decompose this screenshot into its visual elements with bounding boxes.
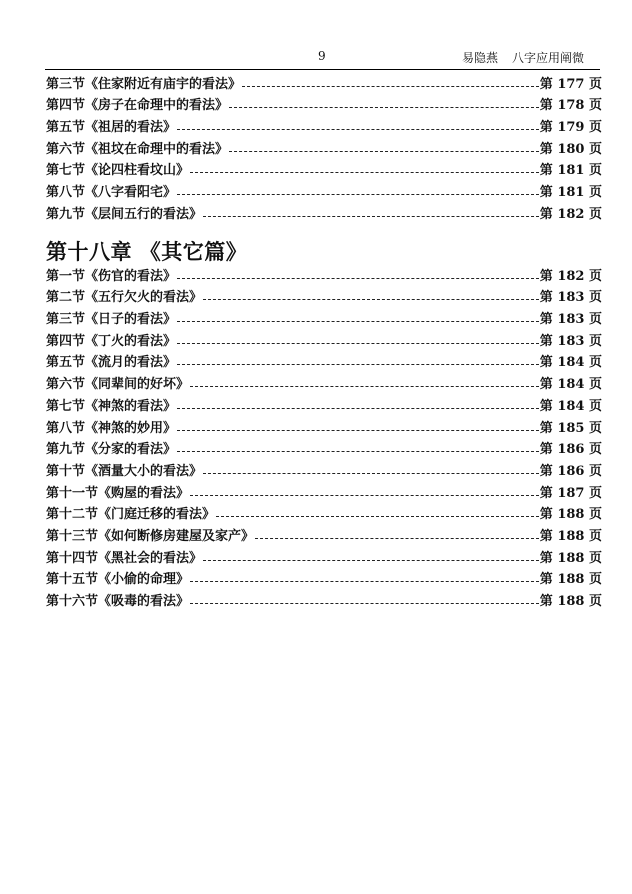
- toc-entry-page: 第 188 页: [539, 572, 602, 588]
- toc-entry[interactable]: [46, 370, 602, 392]
- toc-dot-leader: [177, 408, 539, 409]
- toc-dot-leader: [177, 321, 539, 322]
- toc-entry-title: 第十四节《黑社会的看法》: [46, 550, 203, 566]
- toc-dot-leader: [190, 172, 539, 173]
- toc-entry[interactable]: [46, 544, 602, 566]
- toc-entry-title: 第十节《酒量大小的看法》: [46, 463, 203, 479]
- toc-entry[interactable]: [46, 113, 602, 135]
- chapter-heading: 第十八章 《其它篇》: [46, 239, 248, 264]
- toc-entry[interactable]: [46, 479, 602, 501]
- toc-section-b: [46, 262, 602, 609]
- toc-entry-title: 第七节《神煞的看法》: [46, 398, 177, 414]
- toc-entry[interactable]: [46, 566, 602, 588]
- toc-entry-title: 第六节《同辈间的好坏》: [46, 377, 190, 393]
- toc-dot-leader: [203, 560, 539, 561]
- toc-dot-leader: [177, 430, 539, 431]
- toc-dot-leader: [190, 386, 539, 387]
- toc-entry-title: 第十一节《购屋的看法》: [46, 485, 190, 501]
- toc-entry[interactable]: [46, 327, 602, 349]
- toc-entry[interactable]: [46, 157, 602, 179]
- toc-entry[interactable]: [46, 305, 602, 327]
- toc-entry[interactable]: [46, 349, 602, 371]
- toc-entry[interactable]: [46, 135, 602, 157]
- toc-dot-leader: [229, 107, 539, 108]
- toc-dot-leader: [216, 516, 539, 517]
- toc-entry[interactable]: [46, 436, 602, 458]
- page-header: [0, 49, 632, 67]
- toc-entry-title: 第十五节《小偷的命理》: [46, 572, 190, 588]
- toc-entry-page: 第 181 页: [539, 185, 602, 201]
- toc-dot-leader: [190, 603, 539, 604]
- toc-entry[interactable]: [46, 587, 602, 609]
- toc-dot-leader: [203, 299, 539, 300]
- toc-entry-page: 第 182 页: [539, 206, 602, 222]
- toc-dot-leader: [203, 216, 539, 217]
- toc-entry[interactable]: [46, 200, 602, 222]
- toc-dot-leader: [177, 129, 539, 130]
- toc-entry-title: 第三节《住家附近有庙宇的看法》: [46, 76, 242, 92]
- toc-entry-page: 第 183 页: [539, 333, 602, 349]
- toc-dot-leader: [203, 473, 539, 474]
- header-page-number: 9: [318, 49, 326, 63]
- toc-dot-leader: [177, 343, 539, 344]
- toc-entry[interactable]: [46, 457, 602, 479]
- toc-entry-page: 第 180 页: [539, 141, 602, 157]
- toc-entry[interactable]: [46, 70, 602, 92]
- toc-dot-leader: [255, 538, 539, 539]
- toc-entry[interactable]: [46, 262, 602, 284]
- toc-dot-leader: [177, 451, 539, 452]
- toc-entry-title: 第三节《日子的看法》: [46, 312, 177, 328]
- toc-entry-title: 第八节《神煞的妙用》: [46, 420, 177, 436]
- toc-dot-leader: [242, 86, 539, 87]
- toc-entry-page: 第 182 页: [539, 268, 602, 284]
- toc-entry-title: 第五节《流月的看法》: [46, 355, 177, 371]
- toc-entry-page: 第 188 页: [539, 507, 602, 523]
- toc-entry-page: 第 186 页: [539, 463, 602, 479]
- toc-dot-leader: [190, 495, 539, 496]
- toc-entry[interactable]: [46, 501, 602, 523]
- toc-entry-page: 第 179 页: [539, 120, 602, 136]
- toc-entry-title: 第十六节《吸毒的看法》: [46, 594, 190, 609]
- toc-entry-title: 第四节《丁火的看法》: [46, 333, 177, 349]
- toc-entry-title: 第四节《房子在命理中的看法》: [46, 98, 229, 114]
- toc-entry-page: 第 188 页: [539, 594, 602, 609]
- toc-entry-page: 第 188 页: [539, 550, 602, 566]
- toc-entry-page: 第 184 页: [539, 398, 602, 414]
- toc-entry-title: 第十二节《门庭迁移的看法》: [46, 507, 216, 523]
- toc-entry-page: 第 187 页: [539, 485, 602, 501]
- toc-entry-page: 第 186 页: [539, 442, 602, 458]
- toc-entry-title: 第八节《八字看阳宅》: [46, 185, 177, 201]
- toc-dot-leader: [177, 194, 539, 195]
- toc-entry-page: 第 184 页: [539, 377, 602, 393]
- toc-entry-title: 第七节《论四柱看坟山》: [46, 163, 190, 179]
- toc-section-a: [46, 70, 602, 222]
- toc-entry[interactable]: [46, 522, 602, 544]
- toc-entry[interactable]: [46, 392, 602, 414]
- toc-dot-leader: [229, 151, 539, 152]
- toc-entry-page: 第 177 页: [539, 76, 602, 92]
- toc-entry[interactable]: [46, 92, 602, 114]
- toc-entry-page: 第 184 页: [539, 355, 602, 371]
- toc-dot-leader: [177, 364, 539, 365]
- toc-entry-page: 第 183 页: [539, 312, 602, 328]
- toc-dot-leader: [177, 278, 539, 279]
- toc-entry-title: 第九节《分家的看法》: [46, 442, 177, 458]
- header-book-title: 八字应用阐微: [512, 51, 585, 65]
- toc-entry[interactable]: [46, 284, 602, 306]
- toc-dot-leader: [190, 581, 539, 582]
- toc-entry-title: 第二节《五行欠火的看法》: [46, 290, 203, 306]
- toc-entry[interactable]: [46, 414, 602, 436]
- toc-entry-title: 第五节《祖居的看法》: [46, 120, 177, 136]
- toc-entry-page: 第 188 页: [539, 528, 602, 544]
- toc-entry[interactable]: [46, 178, 602, 200]
- toc-entry-page: 第 181 页: [539, 163, 602, 179]
- toc-entry-page: 第 185 页: [539, 420, 602, 436]
- toc-entry-title: 第十三节《如何断修房建屋及家产》: [46, 528, 255, 544]
- toc-entry-page: 第 178 页: [539, 98, 602, 114]
- toc-entry-title: 第九节《层间五行的看法》: [46, 206, 203, 222]
- header-author: 易隐燕: [462, 51, 499, 65]
- toc-entry-title: 第一节《伤官的看法》: [46, 268, 177, 284]
- toc-entry-page: 第 183 页: [539, 290, 602, 306]
- toc-entry-title: 第六节《祖坟在命理中的看法》: [46, 141, 229, 157]
